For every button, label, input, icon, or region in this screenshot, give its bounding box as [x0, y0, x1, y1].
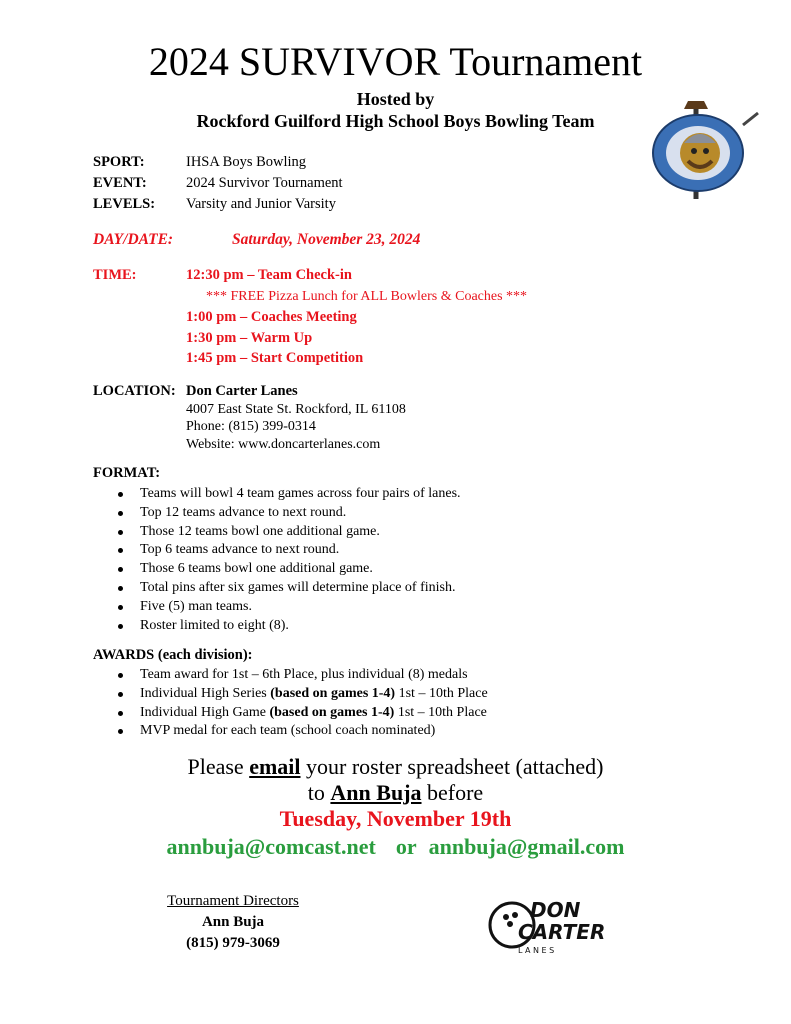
award-qualifier: (based on games 1-4) [270, 685, 396, 701]
director-phone: (815) 979-3069 [186, 935, 280, 951]
time-coaches-meeting: 1:00 pm – Coaches Meeting [186, 309, 357, 325]
list-item: MVP medal for each team (school coach nominated) [116, 722, 488, 741]
list-item [116, 685, 488, 704]
email-line [0, 834, 791, 860]
event-value: 2024 Survivor Tournament [186, 175, 343, 191]
don-carter-lanes-logo [488, 891, 628, 957]
time-pizza-note: *** FREE Pizza Lunch for ALL Bowlers & Coaches *** [206, 289, 528, 304]
time-warmup: 1:30 pm – Warm Up [186, 330, 313, 346]
date-label: DAY/DATE: [93, 231, 174, 248]
page-title: 2024 SURVIVOR Tournament [148, 39, 643, 84]
list-item: Those 12 teams bowl one additional game. [116, 523, 461, 542]
or-text: or [395, 834, 417, 859]
list-item: Top 12 teams advance to next round. [116, 504, 461, 523]
awards-heading: AWARDS (each division): [93, 647, 253, 663]
list-item: Team award for 1st – 6th Place, plus individual (8) medals [116, 666, 488, 685]
location-website: Website: www.doncarterlanes.com [186, 437, 381, 452]
award-text: Individual High Game [140, 704, 270, 720]
award-qualifier: (based on games 1-4) [269, 704, 395, 720]
sport-value: IHSA Boys Bowling [186, 154, 307, 170]
logo-text-lanes: L A N E S [518, 946, 555, 955]
time-checkin: 12:30 pm – Team Check-in [186, 267, 352, 283]
host-team: Rockford Guilford High School Boys Bowling Team [196, 111, 595, 131]
logo-text-don: DON [530, 898, 581, 922]
time-start: 1:45 pm – Start Competition [186, 350, 364, 366]
award-text: 1st – 10th Place [395, 685, 488, 701]
cta-text: your roster spreadsheet (attached) [300, 754, 604, 779]
email-link-2[interactable]: annbuja@gmail.com [428, 834, 625, 859]
location-label: LOCATION: [93, 383, 176, 399]
levels-label: LEVELS: [93, 196, 156, 212]
location-address: 4007 East State St. Rockford, IL 61108 [186, 402, 406, 417]
list-item: Total pins after six games will determine place of finish. [116, 579, 461, 598]
event-label: EVENT: [93, 175, 147, 191]
sport-label: SPORT: [93, 154, 145, 170]
email-emphasis: email [249, 754, 301, 779]
cta-text: before [421, 780, 484, 805]
director-name: Ann Buja [201, 914, 265, 930]
award-text: 1st – 10th Place [394, 704, 487, 720]
cta-text: to [307, 780, 331, 805]
list-item: Top 6 teams advance to next round. [116, 541, 461, 560]
list-item: Teams will bowl 4 team games across four pairs of lanes. [116, 485, 461, 504]
contact-name: Ann Buja [330, 780, 422, 805]
logo-text-carter: CARTER [518, 920, 606, 944]
cta-text: Please [187, 754, 250, 779]
list-item: Roster limited to eight (8). [116, 617, 461, 636]
email-link-1[interactable]: annbuja@comcast.net [166, 834, 376, 859]
format-list [116, 485, 461, 635]
list-item: Those 6 teams bowl one additional game. [116, 560, 461, 579]
awards-list [116, 666, 488, 741]
directors-heading: Tournament Directors [167, 893, 299, 909]
hosted-by-label: Hosted by [356, 89, 435, 109]
format-heading: FORMAT: [93, 465, 161, 481]
date-value: Saturday, November 23, 2024 [232, 231, 421, 248]
cta-line-2 [0, 780, 791, 806]
location-phone: Phone: (815) 399-0314 [186, 419, 316, 434]
award-text: Individual High Series [140, 685, 271, 701]
list-item [116, 704, 488, 723]
levels-value: Varsity and Junior Varsity [186, 196, 336, 212]
deadline: Tuesday, November 19th [279, 806, 512, 831]
location-name: Don Carter Lanes [186, 383, 298, 399]
list-item: Five (5) man teams. [116, 598, 461, 617]
time-label: TIME: [93, 267, 137, 283]
cta-line-1 [0, 754, 791, 780]
guilford-vikings-logo [648, 95, 766, 207]
